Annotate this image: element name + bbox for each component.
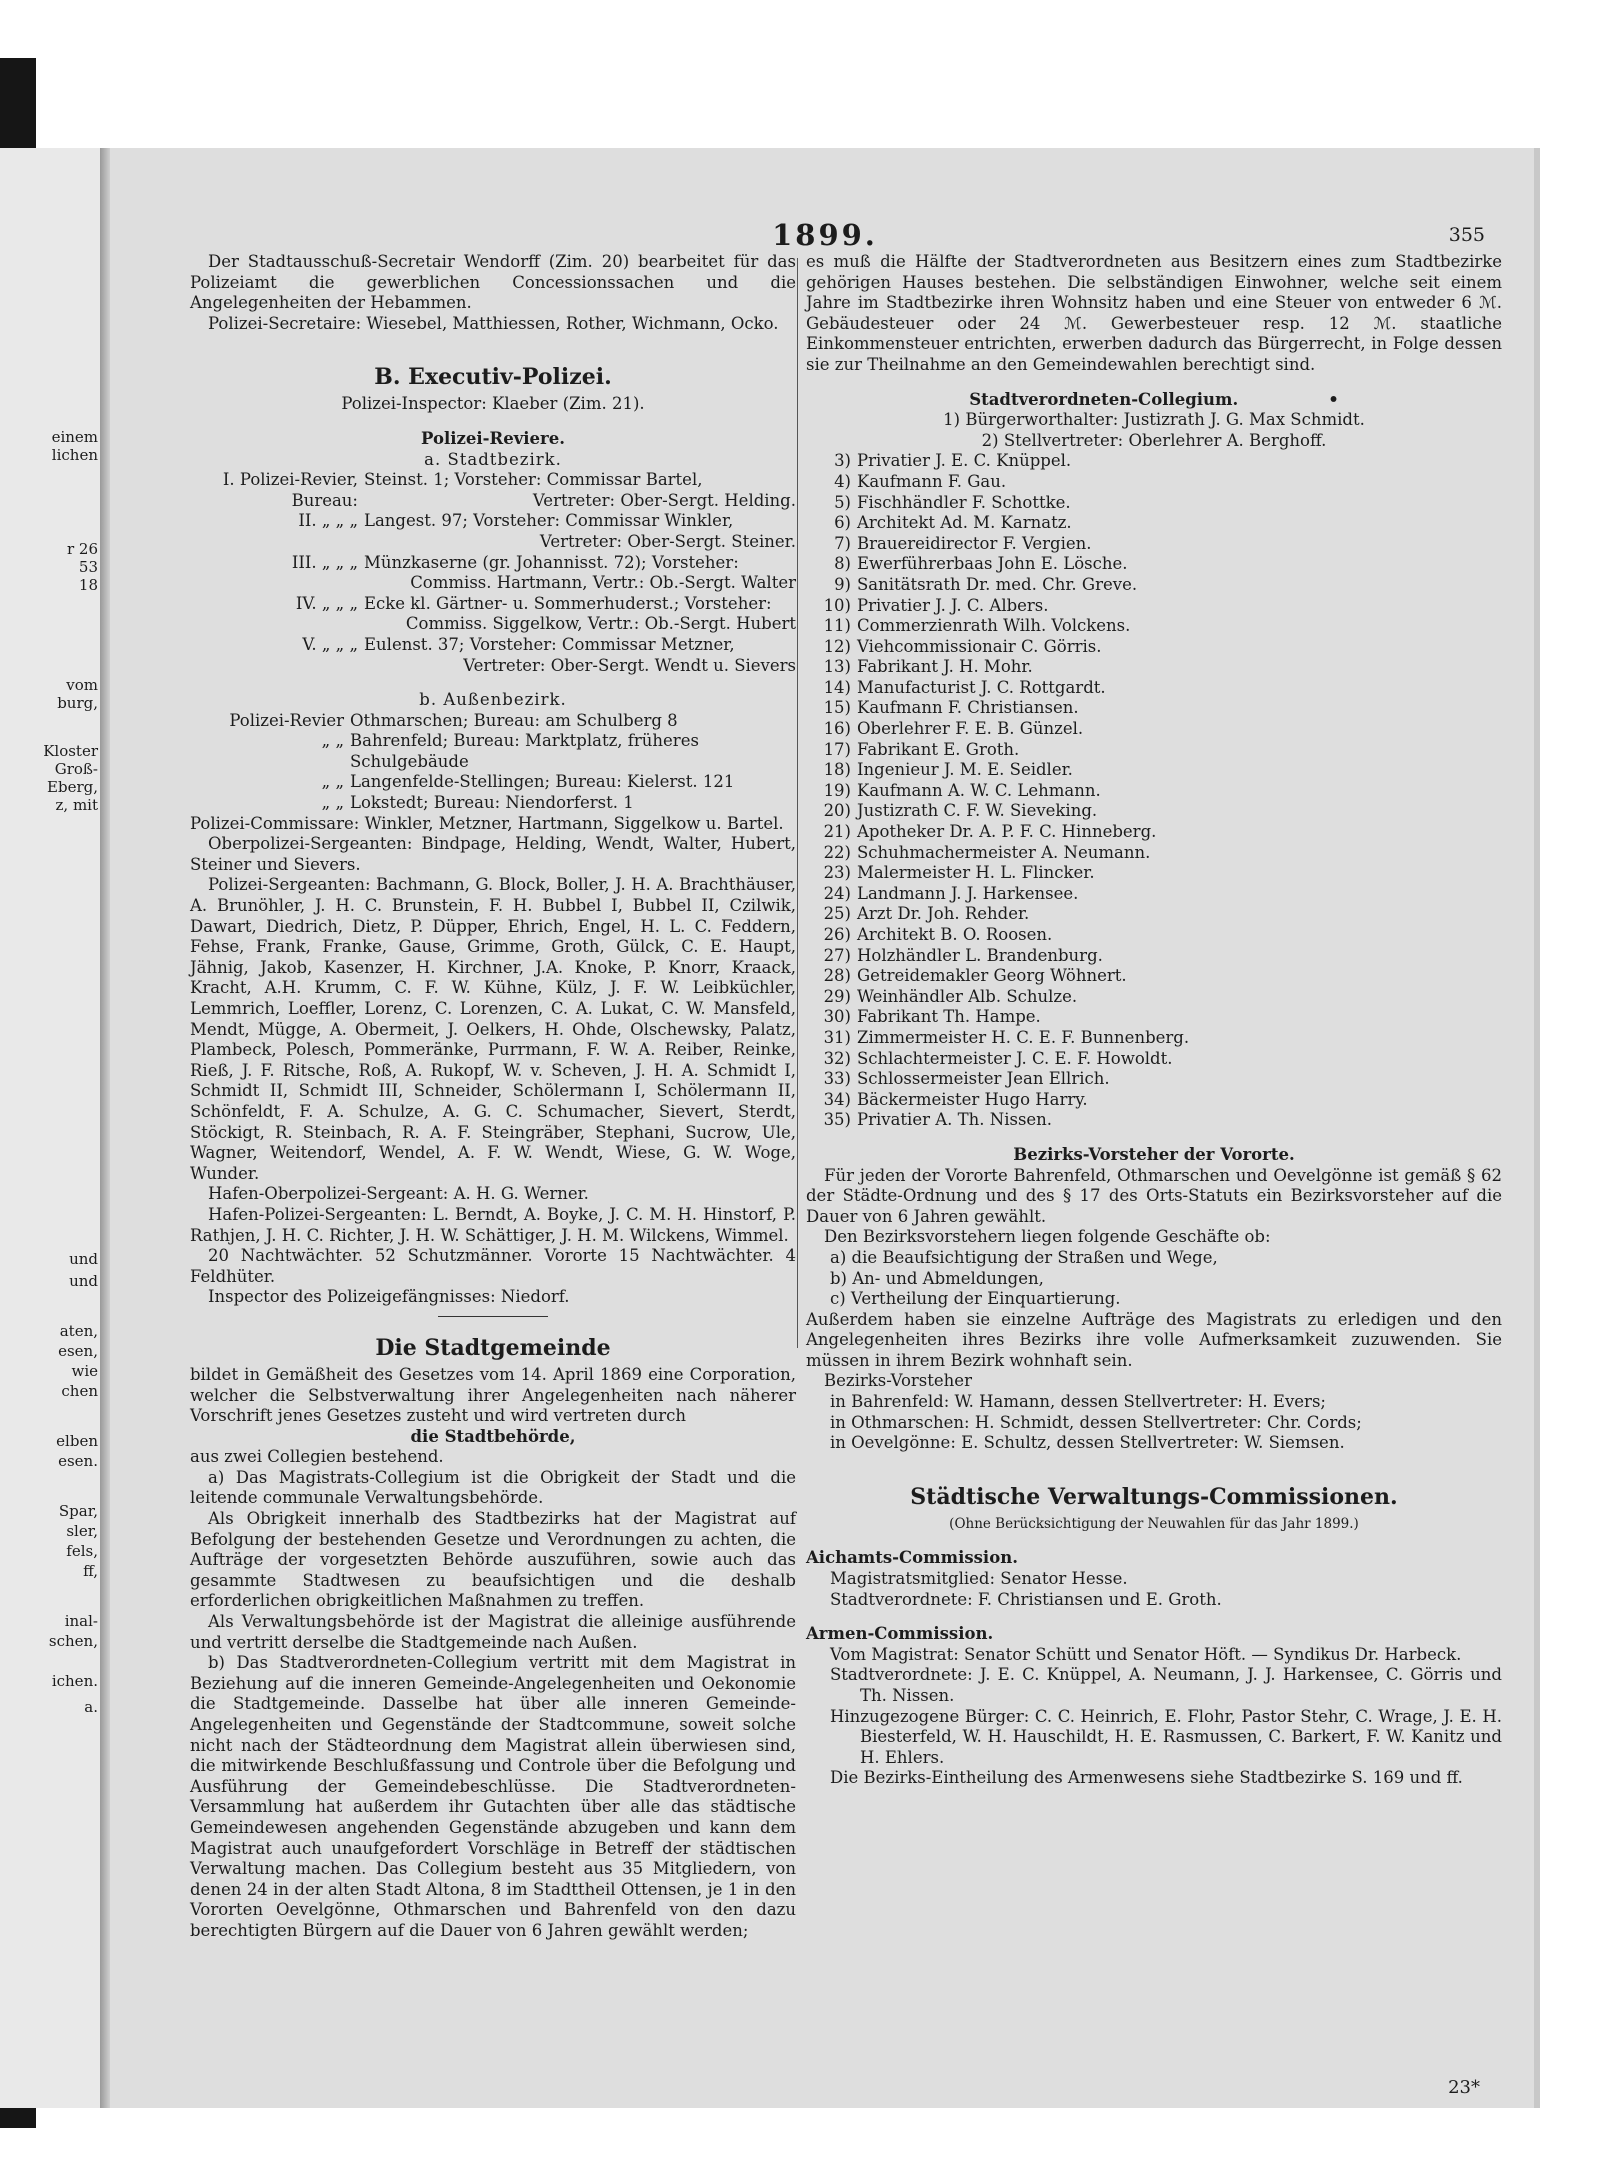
page-number: 355	[1448, 224, 1485, 246]
outer-district-label: Polizei-Revier	[229, 710, 344, 730]
council-member-number: 35)	[823, 1110, 851, 1130]
police-district-address: Ecke kl. Gärtner- u. Sommerhuderst.; Vorsteher:	[364, 593, 772, 613]
commission-member-line: Stadtverordnete: J. E. C. Knüppel, A. Neumann, J. J. Harkensee, C. Görris und Th. Nissen.	[830, 1665, 1502, 1705]
outer-district-entry	[190, 793, 796, 814]
council-member	[806, 616, 1502, 637]
police-district-entry	[190, 470, 796, 511]
council-member	[806, 863, 1502, 884]
facing-page-fragment: sler,	[66, 1522, 98, 1540]
council-member-name: Fabrikant E. Groth.	[857, 739, 1020, 759]
outer-district-label: „ „	[321, 793, 344, 813]
signature-mark: 23*	[1448, 2077, 1480, 2098]
council-member-list	[806, 451, 1502, 1131]
outer-district-label: „ „	[321, 731, 344, 751]
council-member-name: Brauereidirector F. Vergien.	[857, 533, 1092, 553]
council-member-number: 17)	[823, 739, 851, 759]
city-council-paragraph: b) Das Stadtverordneten-Collegium vertritt mit dem Magistrat in Beziehung auf die inneren Gemeinde-Angelegenheiten und Oekonomie die Stadtgemeinde. Dasselbe hat über alle inneren Gemeinde-Angelegenheiten und Gegenstände der Stadtcommune, soweit solche nicht nach der Städteordnung dem Magistrat allein überwiesen sind, die mitwirkende Beschlußfassung und Controle über die Befolgung und Ausführung der Gemeindebeschlüsse. Die Stadtverordneten-Versammlung hat außerdem ihr Gutachten über alle das städtische Gemeindewesen angehenden Gegenstände abzugeben und kann dem Magistrat auch unaufgefordert Vorschläge in Betreff der städtischen Verwaltung machen. Das Collegium besteht aus 35 Mitgliedern, von denen 24 in der alten Stadt Altona, 8 im Stadttheil Ottensen, je 1 in den Vororten Oevelgönne, Othmarschen und Bahrenfeld von den dazu berechtigten Bürgern auf die Dauer von 6 Jahren gewählt werden;	[190, 1653, 796, 1940]
facing-page-fragment: fels,	[66, 1542, 98, 1560]
council-member-number: 10)	[823, 595, 851, 615]
outer-district-entry	[190, 731, 796, 772]
facing-page-fragment: vom	[66, 676, 98, 694]
council-member-number: 34)	[823, 1089, 851, 1109]
council-member-name: Zimmermeister H. C. E. F. Bunnenberg.	[857, 1027, 1190, 1047]
police-district-number: II. „ „ „	[298, 511, 358, 531]
council-member-number: 28)	[823, 966, 851, 986]
citizenship-paragraph: es muß die Hälfte der Stadtverordneten aus Besitzern eines zum Stadtbezirke gehörigen Hauses bestehen. Die selbständigen Einwohner, welche seit einem Jahre im Stadtbezirke ihren Wohnsitz haben und eine Steuer von entweder 6 ℳ. Gebäudesteuer oder 24 ℳ. Gewerbesteuer resp. 12 ℳ. staatliche Einkommensteuer entrichten, erwerben dadurch das Bürgerrecht, in Folge dessen sie zur Theilnahme an den Gemeindewahlen berechtigt sind.	[806, 252, 1502, 374]
council-member	[806, 575, 1502, 596]
commission-member-line: Vom Magistrat: Senator Schütt und Senator Höft. — Syndikus Dr. Harbeck.	[830, 1644, 1462, 1664]
council-member-name: Fischhändler F. Schottke.	[857, 492, 1071, 512]
two-colleges-line: aus zwei Collegien bestehend.	[190, 1447, 444, 1467]
outer-district-label: „ „	[321, 772, 344, 792]
intro-paragraph: Der Stadtausschuß-Secretair Wendorff (Zim. 20) bearbeitet für das Polizeiamt die gewerblichen Concessionssachen und die Angelegenheiten der Hebammen.	[190, 252, 796, 313]
council-member-number: 6)	[834, 513, 851, 533]
authority-paragraph: Als Obrigkeit innerhalb des Stadtbezirks hat der Magistrat auf Befolgung der bestehenden Gesetze und Verordnungen zu achten, die Aufträge der vorgesetzten Behörde auszuführen, sowie auch das gesammte Stadtwesen zu beaufsichtigen und die deshalb erforderlichen obrigkeitlichen Maßnahmen zu treffen.	[190, 1509, 796, 1611]
council-member-name: Kaufmann F. Christiansen.	[857, 698, 1079, 718]
police-district-address: Eulenst. 37; Vorsteher: Commissar Metzner,	[364, 634, 735, 654]
council-member-name: Apotheker Dr. A. P. F. C. Hinneberg.	[857, 822, 1157, 842]
police-district-deputy: Commiss. Hartmann, Vertr.: Ob.-Sergt. Walter	[410, 573, 796, 593]
district-head-entry: in Bahrenfeld: W. Hamann, dessen Stellvertreter: H. Evers;	[830, 1392, 1326, 1412]
executive-police-heading: B. Executiv-Polizei.	[374, 364, 612, 391]
council-member-name: Privatier J. E. C. Knüppel.	[857, 451, 1072, 471]
council-member	[806, 843, 1502, 864]
duty-item: a) die Beaufsichtigung der Straßen und Wege,	[830, 1247, 1218, 1267]
council-member	[806, 904, 1502, 925]
section-separator	[438, 1316, 548, 1317]
facing-page-fragment: lichen	[51, 446, 98, 464]
council-member	[806, 925, 1502, 946]
council-member-number: 25)	[823, 904, 851, 924]
commissions-heading: Städtische Verwaltungs-Commissionen.	[910, 1483, 1398, 1510]
police-districts-heading: Polizei-Reviere.	[421, 428, 565, 448]
magistrate-paragraph: a) Das Magistrats-Collegium ist die Obrigkeit der Stadt und die leitende communale Verwaltungsbehörde.	[190, 1467, 796, 1508]
scanned-page	[110, 148, 1540, 2108]
council-chairman-line: 1) Bürgerworthalter: Justizrath J. G. Max Schmidt.	[943, 410, 1365, 430]
police-district-entry	[190, 594, 796, 635]
council-member-number: 29)	[823, 986, 851, 1006]
book-spine	[100, 148, 110, 2108]
facing-page-fragment: a.	[84, 1698, 98, 1716]
municipality-heading: Die Stadtgemeinde	[375, 1334, 611, 1361]
council-member-number: 13)	[823, 657, 851, 677]
facing-page-fragment: 53	[78, 558, 98, 576]
facing-page-fragment: z, mit	[55, 796, 98, 814]
facing-page-fragment: ichen.	[51, 1672, 98, 1690]
council-member-number: 15)	[823, 698, 851, 718]
page-header	[110, 218, 1540, 252]
poor-relief-commission-heading: Armen-Commission.	[806, 1624, 994, 1644]
facing-page-fragment: Spar,	[58, 1502, 98, 1520]
administration-paragraph: Als Verwaltungsbehörde ist der Magistrat die alleinige ausführende und vertritt derselbe die Stadtgemeinde nach Außen.	[190, 1612, 796, 1652]
police-district-deputy: Vertreter: Ober-Sergt. Helding.	[532, 490, 796, 510]
council-member	[806, 596, 1502, 617]
council-member-number: 12)	[823, 636, 851, 656]
council-deputy-line: 2) Stellvertreter: Oberlehrer A. Berghoff.	[981, 430, 1327, 450]
council-member-number: 7)	[834, 533, 851, 553]
police-district-details	[364, 635, 796, 676]
council-member	[806, 513, 1502, 534]
facing-page-fragment: Kloster	[43, 742, 98, 760]
commissions-note: (Ohne Berücksichtigung der Neuwahlen für das Jahr 1899.)	[949, 1515, 1359, 1532]
council-member-number: 9)	[834, 574, 851, 594]
police-district-number: I. Polizei-Revier, Bureau:	[222, 470, 358, 510]
page-edge-shadow	[1534, 148, 1540, 2108]
police-district-deputy: Vertreter: Ober-Sergt. Wendt u. Sievers	[463, 655, 796, 675]
council-member-name: Bäckermeister Hugo Harry.	[857, 1089, 1088, 1109]
council-member	[806, 719, 1502, 740]
council-member	[806, 822, 1502, 843]
council-member	[806, 1110, 1502, 1131]
council-member-name: Schlossermeister Jean Ellrich.	[857, 1069, 1110, 1089]
council-member-number: 21)	[823, 822, 851, 842]
council-member	[806, 884, 1502, 905]
facing-page-fragment: ff,	[83, 1562, 98, 1580]
council-member	[806, 1090, 1502, 1111]
district-heads-extra-paragraph: Außerdem haben sie einzelne Aufträge des Magistrats zu erledigen und den Angelegenheiten ihres Bezirks ihre volle Aufmerksamkeit zuzuwenden. Sie müssen in ihrem Bezirk wohnhaft sein.	[806, 1309, 1502, 1370]
facing-page-fragment: und	[69, 1250, 98, 1268]
council-member-name: Architekt Ad. M. Karnatz.	[857, 513, 1072, 533]
city-authority-heading: die Stadtbehörde,	[410, 1426, 576, 1446]
council-member-name: Landmann J. J. Harkensee.	[857, 883, 1079, 903]
council-member-name: Weinhändler Alb. Schulze.	[857, 986, 1078, 1006]
council-heading	[806, 390, 1502, 411]
outer-district-list	[190, 711, 796, 814]
council-member	[806, 637, 1502, 658]
police-district-address: Steinst. 1; Vorsteher: Commissar Bartel,	[364, 470, 703, 490]
council-member-number: 19)	[823, 780, 851, 800]
district-head-entry: in Oevelgönne: E. Schultz, dessen Stellvertreter: W. Siemsen.	[830, 1433, 1345, 1453]
left-column	[190, 252, 796, 1942]
council-member-number: 18)	[823, 760, 851, 780]
council-member-name: Fabrikant J. H. Mohr.	[857, 657, 1033, 677]
police-district-address: Langest. 97; Vorsteher: Commissar Winkler,	[364, 511, 734, 531]
council-member-name: Schlachtermeister J. C. E. F. Howoldt.	[857, 1048, 1173, 1068]
outer-district-subheading: b. Außenbezirk.	[419, 690, 567, 710]
district-heads-heading: Bezirks-Vorsteher der Vororte.	[1013, 1144, 1295, 1164]
council-member-name: Getreidemakler Georg Wöhnert.	[857, 966, 1127, 986]
council-member-number: 31)	[823, 1027, 851, 1047]
police-district-details	[364, 594, 796, 635]
facing-page-fragment: schen,	[48, 1632, 98, 1650]
council-member-number: 24)	[823, 883, 851, 903]
council-member	[806, 1049, 1502, 1070]
council-member-name: Commerzienrath Wilh. Volckens.	[857, 616, 1131, 636]
council-member-name: Manufacturist J. C. Rottgardt.	[857, 677, 1106, 697]
council-heading-dot: •	[1328, 389, 1339, 409]
council-member	[806, 554, 1502, 575]
facing-page-edge	[0, 148, 104, 2108]
municipality-paragraph: bildet in Gemäßheit des Gesetzes vom 14. April 1869 eine Corporation, welcher die Selbstverwaltung ihrer Angelegenheiten nach näherer Vorschrift jenes Gesetzes zusteht und wird vertreten durch	[190, 1364, 796, 1426]
district-heads-list	[830, 1392, 1502, 1454]
outer-district-details: Bahrenfeld; Bureau: Marktplatz, früheres Schulgebäude	[350, 731, 699, 771]
council-member-name: Fabrikant Th. Hampe.	[857, 1007, 1041, 1027]
facing-page-fragment: einem	[51, 428, 98, 446]
police-district-entry	[190, 511, 796, 552]
council-member	[806, 987, 1502, 1008]
council-member-number: 11)	[823, 616, 851, 636]
commission-member-line: Die Bezirks-Eintheilung des Armenwesens siehe Stadtbezirke S. 169 und ff.	[830, 1768, 1463, 1788]
city-district-subheading: a. Stadtbezirk.	[424, 449, 562, 469]
poor-relief-commission-list	[830, 1645, 1502, 1789]
district-head-entry: in Othmarschen: H. Schmidt, dessen Stellvertreter: Chr. Cords;	[830, 1412, 1362, 1432]
page-year: 1899.	[772, 218, 878, 252]
council-member-name: Sanitätsrath Dr. med. Chr. Greve.	[857, 574, 1138, 594]
council-member-name: Kaufmann A. W. C. Lehmann.	[857, 780, 1101, 800]
council-member-number: 14)	[823, 677, 851, 697]
council-member-number: 23)	[823, 863, 851, 883]
commission-member-line: Hinzugezogene Bürger: C. C. Heinrich, E. Flohr, Pastor Stehr, C. Wrage, J. E. H. Biesterfeld, W. H. Hauschildt, H. E. Rasmussen, C. Barkert, F. W. Kanitz und H. Ehlers.	[830, 1706, 1502, 1767]
commission-member-line: Stadtverordnete: F. Christiansen und E. Groth.	[830, 1589, 1222, 1609]
council-member-name: Privatier J. J. C. Albers.	[857, 595, 1049, 615]
police-district-number: V. „ „ „	[302, 634, 358, 654]
district-heads-paragraph: Für jeden der Vororte Bahrenfeld, Othmarschen und Oevelgönne ist gemäß § 62 der Städte-Ordnung und des § 17 des Orts-Statuts ein Bezirksvorsteher auf die Dauer von 6 Jahren gewählt.	[806, 1165, 1502, 1226]
facing-page-fragment: inal-	[64, 1612, 98, 1630]
police-commissioners-line: Polizei-Commissare: Winkler, Metzner, Hartmann, Siggelkow u. Bartel.	[190, 813, 784, 833]
council-member-name: Architekt B. O. Roosen.	[857, 925, 1053, 944]
council-member	[806, 451, 1502, 472]
council-member-name: Kaufmann F. Gau.	[857, 471, 1007, 491]
night-watchmen-line: 20 Nachtwächter. 52 Schutzmänner. Vororte 15 Nachtwächter. 4 Feldhüter.	[190, 1246, 796, 1286]
facing-page-fragment: elben	[56, 1432, 98, 1450]
district-heads-subheading: Bezirks-Vorsteher	[824, 1371, 972, 1391]
police-district-details	[364, 470, 796, 511]
council-member	[806, 493, 1502, 514]
police-district-address: Münzkaserne (gr. Johannisst. 72); Vorsteher:	[364, 552, 739, 572]
council-member	[806, 801, 1502, 822]
council-member-number: 8)	[834, 554, 851, 574]
council-member	[806, 678, 1502, 699]
duty-item: c) Vertheilung der Einquartierung.	[830, 1289, 1121, 1309]
council-member-number: 27)	[823, 945, 851, 965]
column-divider	[797, 258, 798, 1348]
council-member	[806, 740, 1502, 761]
right-column	[806, 252, 1502, 1789]
prison-inspector-line: Inspector des Polizeigefängnisses: Niedorf.	[208, 1287, 570, 1307]
council-member-number: 3)	[834, 451, 851, 471]
calibration-commission-list	[830, 1569, 1502, 1610]
district-heads-duties-intro: Den Bezirksvorstehern liegen folgende Geschäfte ob:	[824, 1227, 1271, 1247]
council-member-name: Privatier A. Th. Nissen.	[857, 1110, 1053, 1130]
outer-district-details: Lokstedt; Bureau: Niendorferst. 1	[350, 793, 634, 813]
council-member-number: 22)	[823, 842, 851, 862]
harbour-senior-sergeant-line: Hafen-Oberpolizei-Sergeant: A. H. G. Werner.	[208, 1184, 589, 1204]
facing-page-fragment: Groß-	[54, 760, 98, 778]
council-member-number: 4)	[834, 471, 851, 491]
council-member	[806, 781, 1502, 802]
council-member-name: Oberlehrer F. E. B. Günzel.	[857, 719, 1084, 739]
council-member	[806, 760, 1502, 781]
facing-page-fragment: chen	[61, 1382, 98, 1400]
council-member-name: Schuhmachermeister A. Neumann.	[857, 842, 1151, 862]
police-district-deputy: Vertreter: Ober-Sergt. Steiner.	[539, 531, 796, 551]
council-member-number: 16)	[823, 719, 851, 739]
facing-page-fragment: esen.	[58, 1452, 98, 1470]
council-member	[806, 1069, 1502, 1090]
police-district-entry	[190, 553, 796, 594]
outer-district-entry	[190, 772, 796, 793]
facing-page-fragment: burg,	[57, 694, 98, 712]
council-member-number: 32)	[823, 1048, 851, 1068]
facing-page-fragment: Eberg,	[47, 778, 98, 796]
council-member	[806, 698, 1502, 719]
facing-page-fragment: und	[69, 1272, 98, 1290]
council-member	[806, 1028, 1502, 1049]
council-member-number: 20)	[823, 801, 851, 821]
police-district-details	[364, 511, 796, 552]
district-heads-duties-list	[830, 1248, 1502, 1310]
facing-page-fragment: aten,	[59, 1322, 98, 1340]
police-district-entry	[190, 635, 796, 676]
council-member-name: Viehcommissionair C. Görris.	[857, 636, 1102, 656]
facing-page-fragment: esen,	[58, 1342, 98, 1360]
council-heading-text: Stadtverordneten-Collegium.	[969, 389, 1239, 409]
council-member-name: Justizrath C. F. W. Sieveking.	[857, 801, 1098, 821]
outer-district-details: Langenfelde-Stellingen; Bureau: Kielerst. 121	[350, 772, 735, 792]
council-member-name: Ewerführerbaas John E. Lösche.	[857, 554, 1128, 574]
harbour-sergeants-paragraph: Hafen-Polizei-Sergeanten: L. Berndt, A. Boyke, J. C. M. H. Hinstorf, P. Rathjen, J. H. C. Richter, J. H. W. Schättiger, J. H. M. Wilckens, Wimmel.	[190, 1204, 796, 1245]
police-district-deputy: Commiss. Siggelkow, Vertr.: Ob.-Sergt. Hubert	[405, 614, 796, 634]
council-member-name: Ingenieur J. M. E. Seidler.	[857, 760, 1073, 780]
council-member	[806, 1007, 1502, 1028]
council-member	[806, 657, 1502, 678]
facing-page-fragment: wie	[71, 1362, 98, 1380]
commission-member-line: Magistratsmitglied: Senator Hesse.	[830, 1569, 1128, 1589]
facing-page-fragment: r 26	[66, 540, 98, 558]
council-member-number: 30)	[823, 1007, 851, 1027]
duty-item: b) An- und Abmeldungen,	[830, 1268, 1044, 1288]
council-member-name: Malermeister H. L. Flincker.	[857, 863, 1095, 883]
facing-page-fragment: 18	[78, 576, 98, 594]
calibration-commission-heading: Aichamts-Commission.	[806, 1548, 1018, 1568]
council-member-number: 33)	[823, 1069, 851, 1089]
council-member	[806, 534, 1502, 555]
council-member-number: 5)	[834, 492, 851, 512]
secretaries-line: Polizei-Secretaire: Wiesebel, Matthiessen, Rother, Wichmann, Ocko.	[208, 313, 779, 333]
council-member-number: 26)	[823, 925, 851, 944]
police-district-details	[364, 553, 796, 594]
council-member	[806, 472, 1502, 493]
police-district-list	[190, 470, 796, 676]
outer-district-details: Othmarschen; Bureau: am Schulberg 8	[350, 710, 678, 730]
police-district-number: IV. „ „ „	[295, 593, 358, 613]
council-member-name: Arzt Dr. Joh. Rehder.	[857, 904, 1030, 924]
police-inspector-line: Polizei-Inspector: Klaeber (Zim. 21).	[341, 394, 645, 414]
outer-district-entry	[190, 711, 796, 732]
senior-sergeants-line: Oberpolizei-Sergeanten: Bindpage, Helding, Wendt, Walter, Hubert, Steiner und Sievers.	[190, 834, 796, 874]
council-member	[806, 946, 1502, 967]
police-sergeants-paragraph: Polizei-Sergeanten: Bachmann, G. Block, Boller, J. H. A. Brachthäuser, A. Brunöhler, J. H. C. Brunstein, F. H. Bubbel I, Bubbel II, Czilwik, Dawart, Diedrich, Dietz, P. Düpper, Ehrich, Engel, H. L. C. Feddern, Fehse, Frank, Franke, Gause, Grimme, Groth, Gülck, C. E. Haupt, Jähnig, Jakob, Kasenzer, H. Kirchner, J.A. Knoke, P. Knorr, Kraack, Kracht, A.H. Krumm, C. F. W. Kühne, Külz, J. F. W. Leibküchler, Lemmrich, Loeffler, Lorenz, C. Lorenzen, C. A. Lukat, C. W. Mansfeld, Mendt, Mügge, A. Obermeit, J. Oelkers, H. Ohde, Olschewsky, Palatz, Plambeck, Polesch, Pommeränke, Purrmann, F. W. A. Reiber, Reinke, Rieß, J. F. Ritsche, Roß, A. Rukopf, W. v. Scheven, J. H. A. Schmidt I, Schmidt II, Schmidt III, Schneider, Schölermann I, Schölermann II, Schönfeldt, F. A. Schulze, A. G. C. Schumacher, Sievert, Sterdt, Stöckigt, R. Steinbach, R. A. F. Steingräber, Stephani, Sucrow, Ule, Wagner, Weitendorf, Wendel, A. F. W. Wendt, Wiese, G. W. Woge, Wunder.	[190, 875, 796, 1183]
police-district-number: III. „ „ „	[291, 552, 358, 572]
council-member-name: Holzhändler L. Brandenburg.	[857, 945, 1103, 965]
council-member	[806, 966, 1502, 987]
